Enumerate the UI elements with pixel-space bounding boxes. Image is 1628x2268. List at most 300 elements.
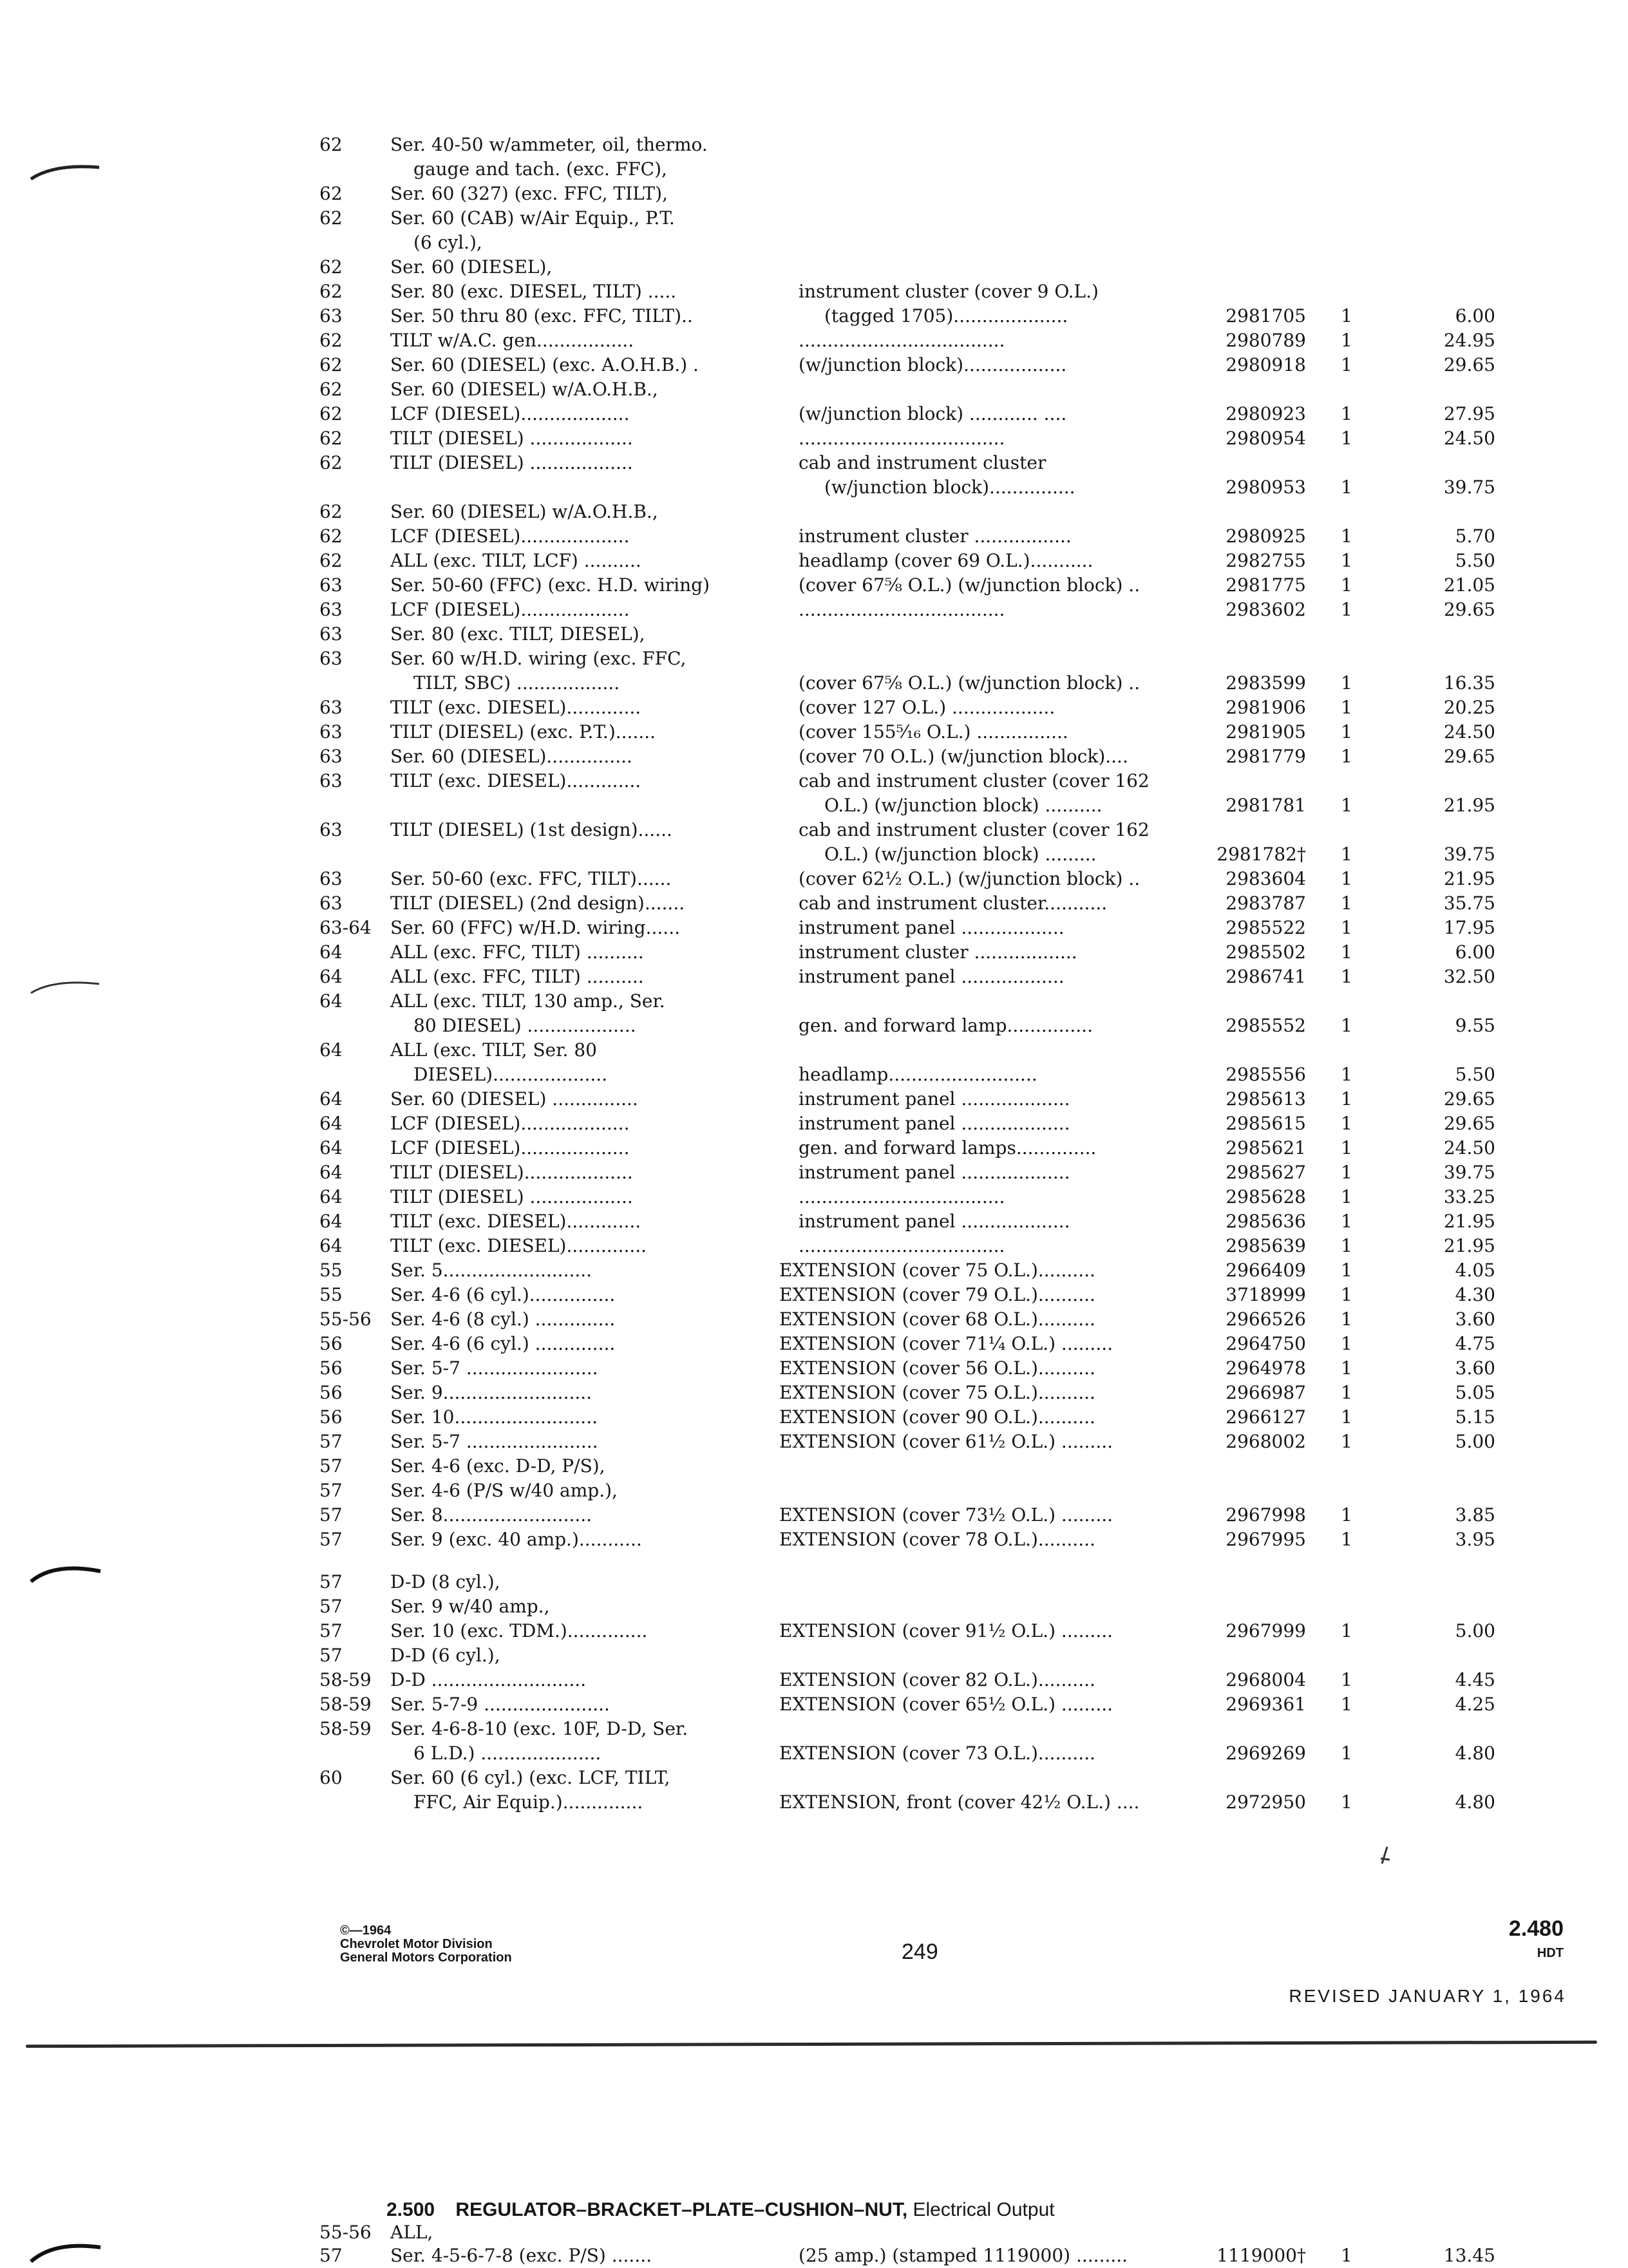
- description-cell: EXTENSION, front (cover 42½ O.L.) ....: [779, 1791, 1140, 1813]
- price-cell: 5.70: [1455, 525, 1495, 547]
- part-number-cell: 2967995: [1226, 1529, 1306, 1550]
- application-cell: Ser. 4-6 (P/S w/40 amp.),: [390, 1480, 618, 1501]
- description-cell: instrument panel ..................: [799, 917, 1065, 938]
- year-cell: 57: [319, 1620, 343, 1641]
- table-row: [0, 793, 1628, 818]
- application-cell: LCF (DIESEL)...................: [390, 525, 630, 547]
- year-cell: 63: [319, 648, 343, 669]
- application-cell: ALL,: [390, 2222, 433, 2243]
- table-row: [0, 1766, 1628, 1790]
- table-row: [0, 842, 1628, 867]
- application-cell: LCF (DIESEL)...................: [390, 1113, 630, 1134]
- part-number-cell: 2981705: [1226, 305, 1306, 326]
- quantity-cell: 1: [1341, 1162, 1352, 1183]
- part-number-cell: 2968002: [1226, 1431, 1306, 1452]
- part-number-cell: 2985613: [1226, 1088, 1306, 1110]
- application-cell: Ser. 4-6 (6 cyl.)...............: [390, 1284, 616, 1305]
- copyright-line: ©—1964: [340, 1923, 392, 1938]
- application-cell: D-D (6 cyl.),: [390, 1645, 500, 1666]
- table-row: [0, 231, 1628, 255]
- year-cell: 63: [319, 868, 343, 889]
- table-row: [0, 1063, 1628, 1087]
- part-number-cell: 2980918: [1226, 354, 1306, 375]
- price-cell: 6.00: [1455, 305, 1495, 326]
- part-number-cell: 2966127: [1226, 1406, 1306, 1428]
- year-cell: 63: [319, 623, 343, 645]
- table-row: [0, 598, 1628, 622]
- table-row: [0, 744, 1628, 769]
- next-section-heading: [386, 2199, 1055, 2221]
- quantity-cell: 1: [1341, 1284, 1352, 1305]
- application-cell: TILT (DIESEL) (exc. P.T.).......: [390, 721, 656, 742]
- application-cell: gauge and tach. (exc. FFC),: [413, 158, 667, 180]
- corporation-line: General Motors Corporation: [340, 1951, 512, 1965]
- year-cell: 63: [319, 746, 343, 767]
- year-cell: 63: [319, 721, 343, 742]
- price-cell: 5.15: [1455, 1406, 1495, 1428]
- table-row: [0, 573, 1628, 598]
- application-cell: Ser. 4-6 (8 cyl.) ..............: [390, 1309, 616, 1330]
- table-row: [0, 1454, 1628, 1479]
- application-cell: Ser. 60 (CAB) w/Air Equip., P.T.: [390, 207, 675, 229]
- revised-date: REVISED JANUARY 1, 1964: [1289, 1986, 1566, 2006]
- price-cell: 35.75: [1443, 893, 1495, 914]
- description-cell: instrument cluster .................: [799, 525, 1072, 547]
- application-cell: TILT, SBC) ..................: [413, 672, 620, 694]
- table-row: [0, 377, 1628, 402]
- year-cell: 64: [319, 990, 343, 1012]
- price-cell: 32.50: [1443, 966, 1495, 987]
- year-cell: 63: [319, 819, 343, 840]
- quantity-cell: 1: [1341, 305, 1352, 326]
- application-cell: DIESEL)....................: [413, 1064, 608, 1085]
- part-number-cell: 2969361: [1226, 1694, 1306, 1715]
- description-cell: (w/junction block)..................: [799, 354, 1067, 375]
- application-cell: Ser. 60 (327) (exc. FFC, TILT),: [390, 183, 668, 204]
- table-row: [0, 1283, 1628, 1307]
- application-cell: FFC, Air Equip.)..............: [413, 1791, 643, 1813]
- price-cell: 6.00: [1455, 941, 1495, 963]
- table-row: [0, 1160, 1628, 1185]
- application-cell: LCF (DIESEL)...................: [390, 403, 630, 424]
- quantity-cell: 1: [1341, 1669, 1352, 1690]
- price-cell: 3.60: [1455, 1357, 1495, 1379]
- part-number-cell: 2985621: [1226, 1137, 1306, 1158]
- quantity-cell: 1: [1341, 1211, 1352, 1232]
- application-cell: Ser. 50-60 (FFC) (exc. H.D. wiring): [390, 574, 710, 596]
- year-cell: 62: [319, 256, 343, 278]
- year-cell: 63: [319, 770, 343, 791]
- quantity-cell: 1: [1341, 1357, 1352, 1379]
- table-row: [0, 1111, 1628, 1136]
- description-cell: ....................................: [799, 428, 1005, 449]
- description-cell: EXTENSION (cover 73½ O.L.) .........: [779, 1504, 1113, 1526]
- quantity-cell: 1: [1341, 428, 1352, 449]
- application-cell: TILT (DIESEL) ..................: [390, 428, 633, 449]
- price-cell: 13.45: [1443, 2245, 1495, 2266]
- quantity-cell: 1: [1341, 1113, 1352, 1134]
- description-cell: (25 amp.) (stamped 1119000) .........: [799, 2245, 1128, 2266]
- table-row: [0, 647, 1628, 671]
- table-row: [0, 255, 1628, 279]
- year-cell: 62: [319, 379, 343, 400]
- year-cell: 63: [319, 574, 343, 596]
- year-cell: 62: [319, 183, 343, 204]
- description-cell: cab and instrument cluster (cover 162: [799, 819, 1150, 840]
- part-number-cell: 2982755: [1226, 550, 1306, 571]
- quantity-cell: 1: [1341, 844, 1352, 865]
- section-suffix: HDT: [1537, 1946, 1564, 1960]
- year-cell: 62: [319, 281, 343, 302]
- description-cell: (cover 67⅝ O.L.) (w/junction block) ..: [799, 574, 1141, 596]
- quantity-cell: 1: [1341, 1791, 1352, 1813]
- part-number-cell: 2981775: [1226, 574, 1306, 596]
- description-cell: cab and instrument cluster (cover 162: [799, 770, 1150, 791]
- part-number-cell: 2964750: [1226, 1333, 1306, 1354]
- part-number-cell: 2980925: [1226, 525, 1306, 547]
- part-number-cell: 2980954: [1226, 428, 1306, 449]
- year-cell: 64: [319, 1137, 343, 1158]
- part-number-cell: 2967998: [1226, 1504, 1306, 1526]
- part-number-cell: 2981782†: [1216, 844, 1306, 865]
- year-cell: 63-64: [319, 917, 372, 938]
- price-cell: 9.55: [1455, 1015, 1495, 1036]
- application-cell: Ser. 60 (DIESEL)...............: [390, 746, 632, 767]
- price-cell: 29.65: [1443, 1113, 1495, 1134]
- price-cell: 4.80: [1455, 1791, 1495, 1813]
- year-cell: 63: [319, 893, 343, 914]
- year-cell: 56: [319, 1406, 343, 1428]
- description-cell: cab and instrument cluster: [799, 452, 1046, 473]
- price-cell: 39.75: [1443, 844, 1495, 865]
- application-cell: Ser. 4-5-6-7-8 (exc. P/S) .......: [390, 2245, 652, 2266]
- page-divider: [26, 2041, 1597, 2048]
- table-row: [0, 2244, 1628, 2268]
- table-row: [0, 157, 1628, 182]
- year-cell: 64: [319, 1162, 343, 1183]
- table-row: [0, 916, 1628, 940]
- description-cell: EXTENSION (cover 73 O.L.)..........: [779, 1743, 1095, 1764]
- application-cell: LCF (DIESEL)...................: [390, 599, 630, 620]
- description-cell: (cover 127 O.L.) ..................: [799, 697, 1055, 718]
- description-cell: (cover 155⁵⁄₁₆ O.L.) ................: [799, 721, 1068, 742]
- price-cell: 20.25: [1443, 697, 1495, 718]
- description-cell: ....................................: [799, 1186, 1005, 1207]
- year-cell: 57: [319, 1571, 343, 1592]
- quantity-cell: 1: [1341, 721, 1352, 742]
- price-cell: 24.50: [1443, 1137, 1495, 1158]
- quantity-cell: 1: [1341, 697, 1352, 718]
- table-row: [0, 1307, 1628, 1332]
- part-number-cell: 2969269: [1226, 1743, 1306, 1764]
- part-number-cell: 2983604: [1226, 868, 1306, 889]
- year-cell: 62: [319, 207, 343, 229]
- application-cell: Ser. 5..........................: [390, 1260, 592, 1281]
- price-cell: 24.95: [1443, 330, 1495, 351]
- section-number: 2.480: [1508, 1916, 1564, 1941]
- quantity-cell: 1: [1341, 1088, 1352, 1110]
- application-cell: TILT (DIESEL) (1st design)......: [390, 819, 672, 840]
- table-row: [0, 965, 1628, 989]
- description-cell: gen. and forward lamps..............: [799, 1137, 1097, 1158]
- part-number-cell: 2966987: [1226, 1382, 1306, 1403]
- description-cell: (w/junction block)...............: [824, 477, 1075, 498]
- table-row: [0, 133, 1628, 157]
- application-cell: LCF (DIESEL)...................: [390, 1137, 630, 1158]
- table-row: [0, 182, 1628, 206]
- quantity-cell: 1: [1341, 1137, 1352, 1158]
- year-cell: 62: [319, 501, 343, 522]
- price-cell: 29.65: [1443, 1088, 1495, 1110]
- quantity-cell: 1: [1341, 1620, 1352, 1641]
- table-row: [0, 1790, 1628, 1815]
- part-number-cell: 2985627: [1226, 1162, 1306, 1183]
- part-number-cell: 2983602: [1226, 599, 1306, 620]
- application-cell: Ser. 5-7 .......................: [390, 1431, 598, 1452]
- table-row: [0, 1136, 1628, 1160]
- description-cell: cab and instrument cluster...........: [799, 893, 1108, 914]
- price-cell: 39.75: [1443, 1162, 1495, 1183]
- application-cell: Ser. 80 (exc. DIESEL, TILT) .....: [390, 281, 677, 302]
- quantity-cell: 1: [1341, 403, 1352, 424]
- part-number-cell: 2966526: [1226, 1309, 1306, 1330]
- part-number-cell: 1119000†: [1216, 2245, 1306, 2266]
- year-cell: 64: [319, 1186, 343, 1207]
- application-cell: Ser. 10.........................: [390, 1406, 598, 1428]
- application-cell: TILT (DIESEL) ..................: [390, 452, 633, 473]
- table-row: [0, 1332, 1628, 1356]
- price-cell: 29.65: [1443, 746, 1495, 767]
- description-cell: instrument cluster ..................: [799, 941, 1077, 963]
- year-cell: 64: [319, 1113, 343, 1134]
- table-row: [0, 206, 1628, 231]
- description-cell: headlamp..........................: [799, 1064, 1037, 1085]
- table-row: [0, 671, 1628, 695]
- quantity-cell: 1: [1341, 672, 1352, 694]
- quantity-cell: 1: [1341, 2245, 1352, 2266]
- price-cell: 29.65: [1443, 354, 1495, 375]
- year-cell: 57: [319, 1645, 343, 1666]
- application-cell: Ser. 4-6 (6 cyl.) ..............: [390, 1333, 616, 1354]
- year-cell: 57: [319, 1596, 343, 1617]
- application-cell: Ser. 50-60 (exc. FFC, TILT)......: [390, 868, 672, 889]
- application-cell: Ser. 9 w/40 amp.,: [390, 1596, 550, 1617]
- table-row: [0, 549, 1628, 573]
- next-section-subtitle: Electrical Output: [913, 2199, 1055, 2220]
- description-cell: instrument panel ...................: [799, 1088, 1070, 1110]
- quantity-cell: 1: [1341, 893, 1352, 914]
- price-cell: 24.50: [1443, 721, 1495, 742]
- copyright-block: [340, 1924, 512, 1965]
- table-row: [0, 769, 1628, 793]
- year-cell: 64: [319, 941, 343, 963]
- table-row: [0, 1381, 1628, 1405]
- application-cell: TILT (exc. DIESEL).............: [390, 697, 641, 718]
- application-cell: ALL (exc. FFC, TILT) ..........: [390, 941, 644, 963]
- price-cell: 21.95: [1443, 1235, 1495, 1256]
- application-cell: Ser. 60 (DIESEL) w/A.O.H.B.,: [390, 379, 658, 400]
- table-row: [0, 1087, 1628, 1111]
- year-cell: 58-59: [319, 1694, 372, 1715]
- description-cell: (w/junction block) ............ ....: [799, 403, 1067, 424]
- year-cell: 62: [319, 354, 343, 375]
- year-cell: 62: [319, 550, 343, 571]
- year-cell: 56: [319, 1333, 343, 1354]
- year-cell: 55: [319, 1260, 343, 1281]
- application-cell: Ser. 9..........................: [390, 1382, 592, 1403]
- table-row: [0, 1692, 1628, 1717]
- quantity-cell: 1: [1341, 1431, 1352, 1452]
- application-cell: ALL (exc. TILT, Ser. 80: [390, 1039, 597, 1061]
- year-cell: 64: [319, 1235, 343, 1256]
- application-cell: ALL (exc. FFC, TILT) ..........: [390, 966, 644, 987]
- quantity-cell: 1: [1341, 525, 1352, 547]
- price-cell: 5.00: [1455, 1620, 1495, 1641]
- price-cell: 33.25: [1443, 1186, 1495, 1207]
- part-number-cell: 2980953: [1226, 477, 1306, 498]
- table-row: [0, 1014, 1628, 1038]
- application-cell: TILT (DIESEL)...................: [390, 1162, 633, 1183]
- price-cell: 21.05: [1443, 574, 1495, 596]
- application-cell: Ser. 60 (DIESEL) w/A.O.H.B.,: [390, 501, 658, 522]
- quantity-cell: 1: [1341, 599, 1352, 620]
- part-number-cell: 3718999: [1226, 1284, 1306, 1305]
- table-row: [0, 940, 1628, 965]
- price-cell: 5.50: [1455, 550, 1495, 571]
- part-number-cell: 2980789: [1226, 330, 1306, 351]
- table-row: [0, 720, 1628, 744]
- table-row: [0, 1405, 1628, 1430]
- table-row: [0, 1430, 1628, 1454]
- application-cell: D-D ...........................: [390, 1669, 587, 1690]
- description-cell: (tagged 1705)....................: [824, 305, 1068, 326]
- application-cell: Ser. 40-50 w/ammeter, oil, thermo.: [390, 134, 708, 155]
- application-cell: TILT (DIESEL) ..................: [390, 1186, 633, 1207]
- table-row: [0, 426, 1628, 451]
- description-cell: O.L.) (w/junction block) .........: [824, 844, 1097, 865]
- table-row: [0, 475, 1628, 500]
- year-cell: 62: [319, 525, 343, 547]
- application-cell: TILT (exc. DIESEL)..............: [390, 1235, 647, 1256]
- quantity-cell: 1: [1341, 868, 1352, 889]
- quantity-cell: 1: [1341, 330, 1352, 351]
- application-cell: ALL (exc. TILT, 130 amp., Ser.: [390, 990, 665, 1012]
- part-number-cell: 2981779: [1226, 746, 1306, 767]
- part-number-cell: 2966409: [1226, 1260, 1306, 1281]
- table-row: [0, 2220, 1628, 2245]
- application-cell: Ser. 60 (DIESEL) (exc. A.O.H.B.) .: [390, 354, 699, 375]
- quantity-cell: 1: [1341, 1235, 1352, 1256]
- year-cell: 62: [319, 428, 343, 449]
- table-row: [0, 1258, 1628, 1283]
- table-row: [0, 1209, 1628, 1234]
- quantity-cell: 1: [1341, 1186, 1352, 1207]
- part-number-cell: 2985522: [1226, 917, 1306, 938]
- next-section-number: 2.500: [386, 2199, 435, 2220]
- table-row: [0, 1668, 1628, 1692]
- quantity-cell: 1: [1341, 1406, 1352, 1428]
- year-cell: 63: [319, 599, 343, 620]
- application-cell: Ser. 80 (exc. TILT, DIESEL),: [390, 623, 645, 645]
- table-row: [0, 1503, 1628, 1527]
- next-section-title: REGULATOR–BRACKET–PLATE–CUSHION–NUT,: [455, 2199, 908, 2220]
- year-cell: 55: [319, 1284, 343, 1305]
- table-row: [0, 1594, 1628, 1619]
- description-cell: ....................................: [799, 1235, 1005, 1256]
- description-cell: (cover 62½ O.L.) (w/junction block) ..: [799, 868, 1141, 889]
- application-cell: Ser. 5-7-9 ......................: [390, 1694, 610, 1715]
- part-number-cell: 2967999: [1226, 1620, 1306, 1641]
- quantity-cell: 1: [1341, 966, 1352, 987]
- table-row: [0, 1570, 1628, 1594]
- year-cell: 58-59: [319, 1669, 372, 1690]
- description-cell: instrument panel ...................: [799, 1113, 1070, 1134]
- application-cell: Ser. 60 w/H.D. wiring (exc. FFC,: [390, 648, 686, 669]
- year-cell: 57: [319, 1504, 343, 1526]
- year-cell: 63: [319, 697, 343, 718]
- description-cell: EXTENSION (cover 91½ O.L.) .........: [779, 1620, 1113, 1641]
- year-cell: 57: [319, 2245, 343, 2266]
- description-cell: (cover 67⅝ O.L.) (w/junction block) ..: [799, 672, 1141, 694]
- table-row: [0, 304, 1628, 328]
- part-number-cell: 2981905: [1226, 721, 1306, 742]
- quantity-cell: 1: [1341, 795, 1352, 816]
- price-cell: 4.75: [1455, 1333, 1495, 1354]
- table-row: [0, 1717, 1628, 1741]
- part-number-cell: 2985639: [1226, 1235, 1306, 1256]
- price-cell: 4.05: [1455, 1260, 1495, 1281]
- description-cell: ....................................: [799, 330, 1005, 351]
- table-row: [0, 1356, 1628, 1381]
- quantity-cell: 1: [1341, 1694, 1352, 1715]
- table-row: [0, 867, 1628, 891]
- year-cell: 56: [319, 1382, 343, 1403]
- quantity-cell: 1: [1341, 1260, 1352, 1281]
- table-row: [0, 328, 1628, 353]
- year-cell: 64: [319, 966, 343, 987]
- quantity-cell: 1: [1341, 1504, 1352, 1526]
- application-cell: TILT (exc. DIESEL).............: [390, 770, 641, 791]
- part-number-cell: 2985552: [1226, 1015, 1306, 1036]
- year-cell: 58-59: [319, 1718, 372, 1739]
- quantity-cell: 1: [1341, 1309, 1352, 1330]
- description-cell: gen. and forward lamp...............: [799, 1015, 1093, 1036]
- part-number-cell: 2980923: [1226, 403, 1306, 424]
- application-cell: TILT w/A.C. gen.................: [390, 330, 634, 351]
- application-cell: D-D (8 cyl.),: [390, 1571, 500, 1592]
- year-cell: 57: [319, 1529, 343, 1550]
- quantity-cell: 1: [1341, 1382, 1352, 1403]
- table-row: [0, 1643, 1628, 1668]
- table-row: [0, 1038, 1628, 1063]
- description-cell: EXTENSION (cover 68 O.L.)..........: [779, 1309, 1095, 1330]
- description-cell: EXTENSION (cover 71¼ O.L.) .........: [779, 1333, 1113, 1354]
- application-cell: Ser. 5-7 .......................: [390, 1357, 598, 1379]
- quantity-cell: 1: [1341, 1743, 1352, 1764]
- application-cell: Ser. 60 (6 cyl.) (exc. LCF, TILT,: [390, 1767, 670, 1788]
- description-cell: instrument panel ...................: [799, 1211, 1070, 1232]
- application-cell: Ser. 4-6-8-10 (exc. 10F, D-D, Ser.: [390, 1718, 688, 1739]
- price-cell: 3.95: [1455, 1529, 1495, 1550]
- division-line: Chevrolet Motor Division: [340, 1937, 493, 1951]
- table-row: [0, 989, 1628, 1014]
- description-cell: EXTENSION (cover 90 O.L.)..........: [779, 1406, 1095, 1428]
- table-row: [0, 1619, 1628, 1643]
- quantity-cell: 1: [1341, 1064, 1352, 1085]
- price-cell: 39.75: [1443, 477, 1495, 498]
- year-cell: 57: [319, 1455, 343, 1477]
- table-row: [0, 524, 1628, 549]
